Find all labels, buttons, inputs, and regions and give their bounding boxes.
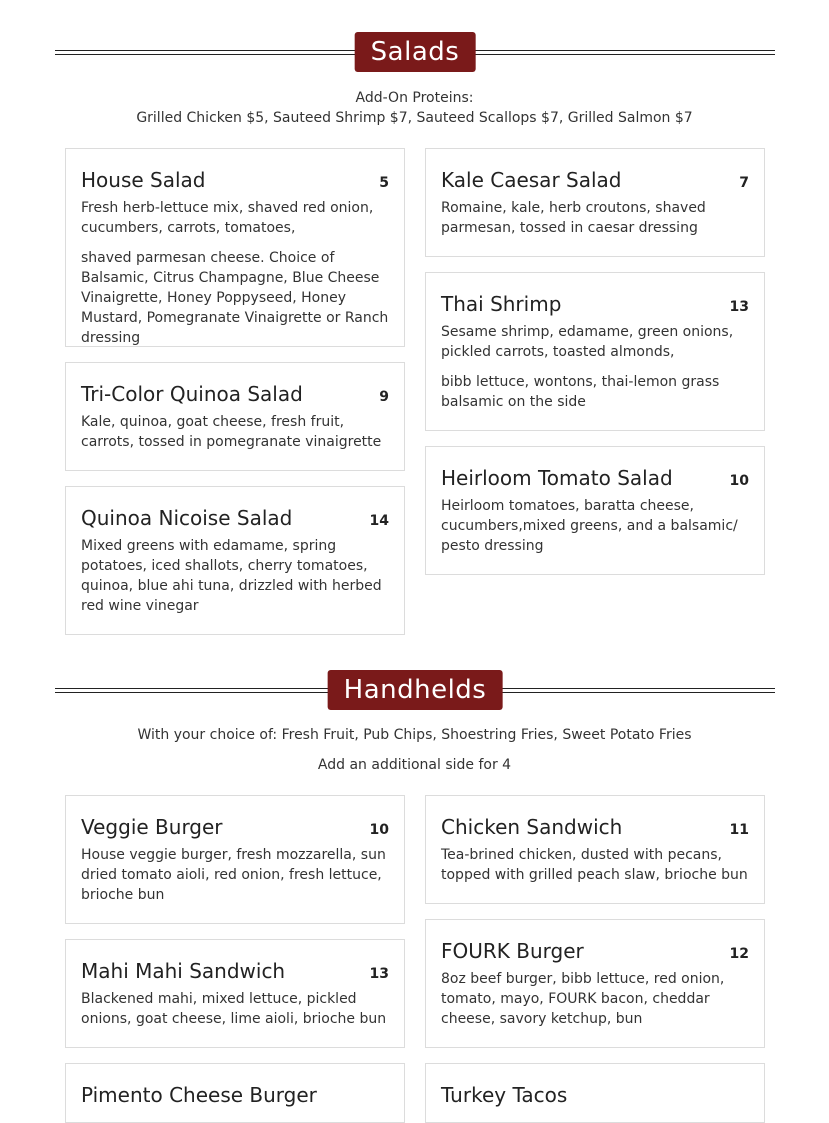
menu-item-price: 13: [369, 966, 389, 982]
menu-item-name: Kale Caesar Salad: [441, 168, 622, 192]
menu-item-card: [65, 486, 405, 635]
menu-item-card: [65, 148, 405, 347]
menu-item-name: FOURK Burger: [441, 939, 584, 963]
add-on-proteins-label: Add-On Proteins:: [355, 90, 474, 106]
menu-item-card: [65, 795, 405, 924]
menu-item-name: House Salad: [81, 168, 206, 192]
menu-item-price: 14: [369, 513, 389, 529]
menu-item-description: Fresh herb-lettuce mix, shaved red onion, cucumbers, carrots, tomatoes,: [81, 200, 374, 236]
menu-item-description-extra: shaved parmesan cheese. Choice of Balsamic, Citrus Champagne, Blue Cheese Vinaigrette, Honey Poppyseed, Honey Mustard, Pomegranate Vinaigrette or Ranch dressing: [81, 250, 389, 346]
menu-item-name: Tri-Color Quinoa Salad: [81, 382, 303, 406]
menu-item-price: 13: [729, 299, 749, 315]
handhelds-section-header: [55, 670, 775, 710]
menu-item-card: [425, 272, 765, 431]
menu-item-name: Mahi Mahi Sandwich: [81, 959, 286, 983]
menu-item-name: Quinoa Nicoise Salad: [81, 506, 293, 530]
menu-item-description: Kale, quinoa, goat cheese, fresh fruit, carrots, tossed in pomegranate vinaigrette: [81, 414, 382, 450]
menu-item-description: Romaine, kale, herb croutons, shaved parmesan, tossed in caesar dressing: [441, 200, 706, 236]
menu-item-card: [425, 1063, 765, 1123]
menu-item-name: Pimento Cheese Burger: [81, 1083, 317, 1107]
menu-item-description-extra: bibb lettuce, wontons, thai-lemon grass balsamic on the side: [441, 374, 720, 410]
menu-item-name: Turkey Tacos: [441, 1083, 568, 1107]
menu-item-description: Mixed greens with edamame, spring potatoes, iced shallots, cherry tomatoes, quinoa, blue ahi tuna, drizzled with herbed red wine vinegar: [81, 538, 382, 614]
menu-item-price: 10: [369, 822, 389, 838]
menu-item-name: Chicken Sandwich: [441, 815, 623, 839]
menu-item-price: 7: [739, 175, 749, 191]
section-title: Salads: [355, 32, 476, 72]
menu-item-description: Sesame shrimp, edamame, green onions, pickled carrots, toasted almonds,: [441, 324, 734, 360]
menu-item-price: 9: [379, 389, 389, 405]
menu-item-card: [65, 362, 405, 471]
menu-item-card: [425, 795, 765, 904]
menu-item-price: 12: [729, 946, 749, 962]
menu-item-price: 5: [379, 175, 389, 191]
menu-item-name: Veggie Burger: [81, 815, 223, 839]
menu-item-description: 8oz beef burger, bibb lettuce, red onion, tomato, mayo, FOURK bacon, cheddar cheese, savory ketchup, bun: [441, 971, 725, 1027]
menu-item-price: 10: [729, 473, 749, 489]
salads-section-header: [55, 32, 775, 72]
menu-item-description: Tea-brined chicken, dusted with pecans, topped with grilled peach slaw, brioche bun: [441, 847, 748, 883]
menu-item-card: [425, 148, 765, 257]
additional-side-note: Add an additional side for 4: [317, 757, 512, 773]
menu-item-card: [65, 1063, 405, 1123]
menu-item-card: [425, 446, 765, 575]
menu-item-description: Heirloom tomatoes, baratta cheese, cucumbers,mixed greens, and a balsamic/ pesto dressing: [441, 498, 738, 554]
menu-item-name: Thai Shrimp: [441, 292, 562, 316]
add-on-proteins-list: Grilled Chicken $5, Sauteed Shrimp $7, Sauteed Scallops $7, Grilled Salmon $7: [136, 110, 693, 126]
section-title: Handhelds: [328, 670, 503, 710]
menu-item-card: [65, 939, 405, 1048]
menu-item-card: [425, 919, 765, 1048]
menu-item-description: Blackened mahi, mixed lettuce, pickled onions, goat cheese, lime aioli, brioche bun: [81, 991, 387, 1027]
side-choice-note: With your choice of: Fresh Fruit, Pub Chips, Shoestring Fries, Sweet Potato Fries: [137, 727, 692, 743]
menu-item-description: House veggie burger, fresh mozzarella, sun dried tomato aioli, red onion, fresh lettuce, brioche bun: [81, 847, 386, 903]
menu-item-price: 11: [729, 822, 749, 838]
menu-item-name: Heirloom Tomato Salad: [441, 466, 673, 490]
